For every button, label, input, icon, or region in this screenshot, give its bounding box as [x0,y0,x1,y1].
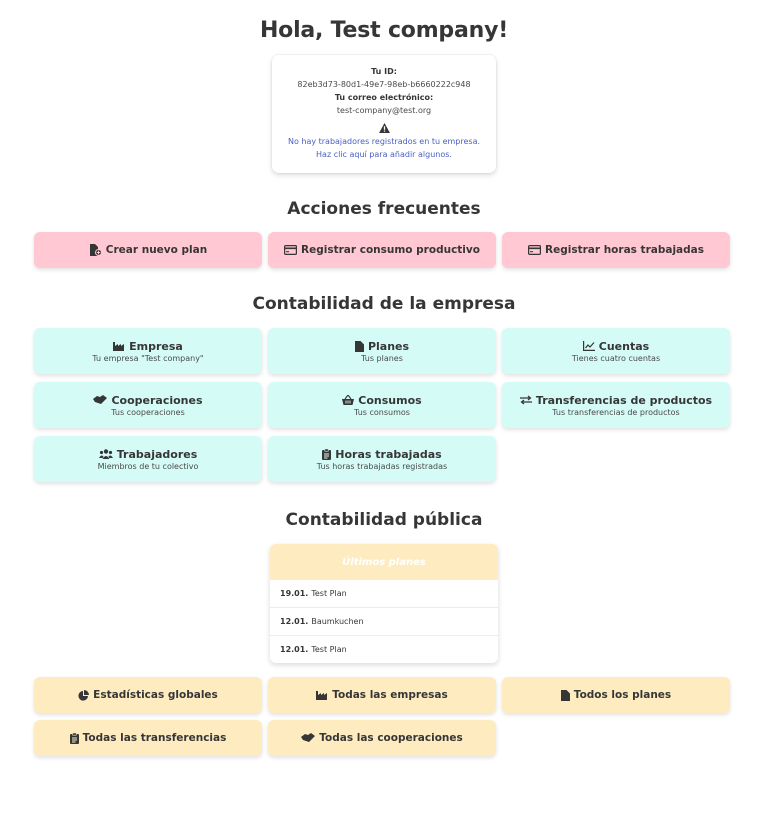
tile-company-title: Empresa [129,339,183,353]
tile-product-transfers-title: Transferencias de productos [535,393,713,407]
global-statistics-button[interactable] [34,677,262,713]
all-companies-label: Todas las empresas [332,689,448,701]
all-plans-button[interactable] [502,677,730,713]
register-hours-label: Registrar horas trabajadas [545,244,704,256]
tile-accounts-title: Cuentas [598,339,650,353]
frequent-actions-title: Acciones frecuentes [287,199,481,219]
all-cooperations-button[interactable] [268,720,496,756]
pie-chart-icon [78,690,89,701]
register-hours-button[interactable] [502,232,730,268]
tile-workers-subtitle: Miembros de tu colectivo [97,461,199,471]
tile-company[interactable] [34,328,262,374]
tile-product-transfers-subtitle: Tus transferencias de productos [552,407,680,417]
latest-plans-card [270,544,498,663]
plan-name: Test Plan [311,589,347,598]
users-icon [99,449,113,459]
greeting-title: Hola, Test company! [259,18,509,43]
file-icon [561,690,570,701]
tile-accounts[interactable] [502,328,730,374]
frequent-actions-grid [34,232,734,268]
tile-consumptions[interactable] [268,382,496,428]
email-label: Tu correo electrónico: [334,93,434,102]
all-companies-button[interactable] [268,677,496,713]
all-plans-label: Todos los planes [573,689,672,701]
tile-company-subtitle: Tu empresa "Test company" [92,353,204,363]
company-accounting-grid [34,328,734,482]
tile-worked-hours-title: Horas trabajadas [335,447,442,461]
tile-workers-title: Trabajadores [116,447,198,461]
handshake-icon [93,395,107,405]
tile-plans-subtitle: Tus planes [361,353,403,363]
no-workers-warning [272,123,496,161]
tile-worked-hours[interactable] [268,436,496,482]
email-value: test-company@test.org [336,106,432,115]
clipboard-icon [70,733,79,744]
basket-icon [342,395,354,405]
tile-plans-title: Planes [367,339,410,353]
public-accounting-grid [34,677,734,756]
list-item[interactable] [270,608,498,636]
file-plus-icon [89,244,102,256]
all-transfers-button[interactable] [34,720,262,756]
tile-product-transfers[interactable] [502,382,730,428]
credit-card-icon [528,245,541,255]
clipboard-icon [322,449,331,460]
all-transfers-label: Todas las transferencias [82,732,227,744]
create-plan-button[interactable] [34,232,262,268]
list-item[interactable] [270,580,498,608]
plan-date: 12.01. [280,645,309,654]
id-value: 82eb3d73-80d1-49e7-98eb-b6660222c948 [297,80,471,89]
add-workers-link-line1[interactable]: No hay trabajadores registrados en tu empresa. [287,137,481,146]
register-consumption-button[interactable] [268,232,496,268]
tile-cooperations-title: Cooperaciones [111,393,203,407]
plan-name: Baumkuchen [311,617,364,626]
create-plan-label: Crear nuevo plan [105,244,208,256]
tile-workers[interactable] [34,436,262,482]
public-accounting-title: Contabilidad pública [285,510,483,530]
tile-cooperations[interactable] [34,382,262,428]
tile-consumptions-subtitle: Tus consumos [354,407,410,417]
global-statistics-label: Estadísticas globales [93,689,218,701]
tile-cooperations-subtitle: Tus cooperaciones [111,407,185,417]
warning-icon [379,123,390,133]
all-cooperations-label: Todas las cooperaciones [319,732,463,744]
exchange-icon [520,395,532,405]
add-workers-link-line2[interactable]: Haz clic aquí para añadir algunos. [316,150,452,159]
info-card [272,55,496,173]
tile-accounts-subtitle: Tienes cuatro cuentas [571,353,661,363]
plan-date: 12.01. [280,617,309,626]
page [34,0,734,756]
tile-worked-hours-subtitle: Tus horas trabajadas registradas [316,461,448,471]
plan-name: Test Plan [311,645,347,654]
company-accounting-title: Contabilidad de la empresa [252,294,516,314]
handshake-icon [301,733,315,743]
credit-card-icon [284,245,297,255]
file-icon [355,341,364,352]
plan-date: 19.01. [280,589,309,598]
tile-consumptions-title: Consumos [358,393,422,407]
register-consumption-label: Registrar consumo productivo [301,244,480,256]
id-label: Tu ID: [371,67,397,76]
chart-line-icon [583,341,595,351]
tile-plans[interactable] [268,328,496,374]
list-item[interactable] [270,636,498,663]
industry-icon [316,690,328,700]
industry-icon [113,341,125,351]
latest-plans-header: Últimos planes [270,544,498,580]
